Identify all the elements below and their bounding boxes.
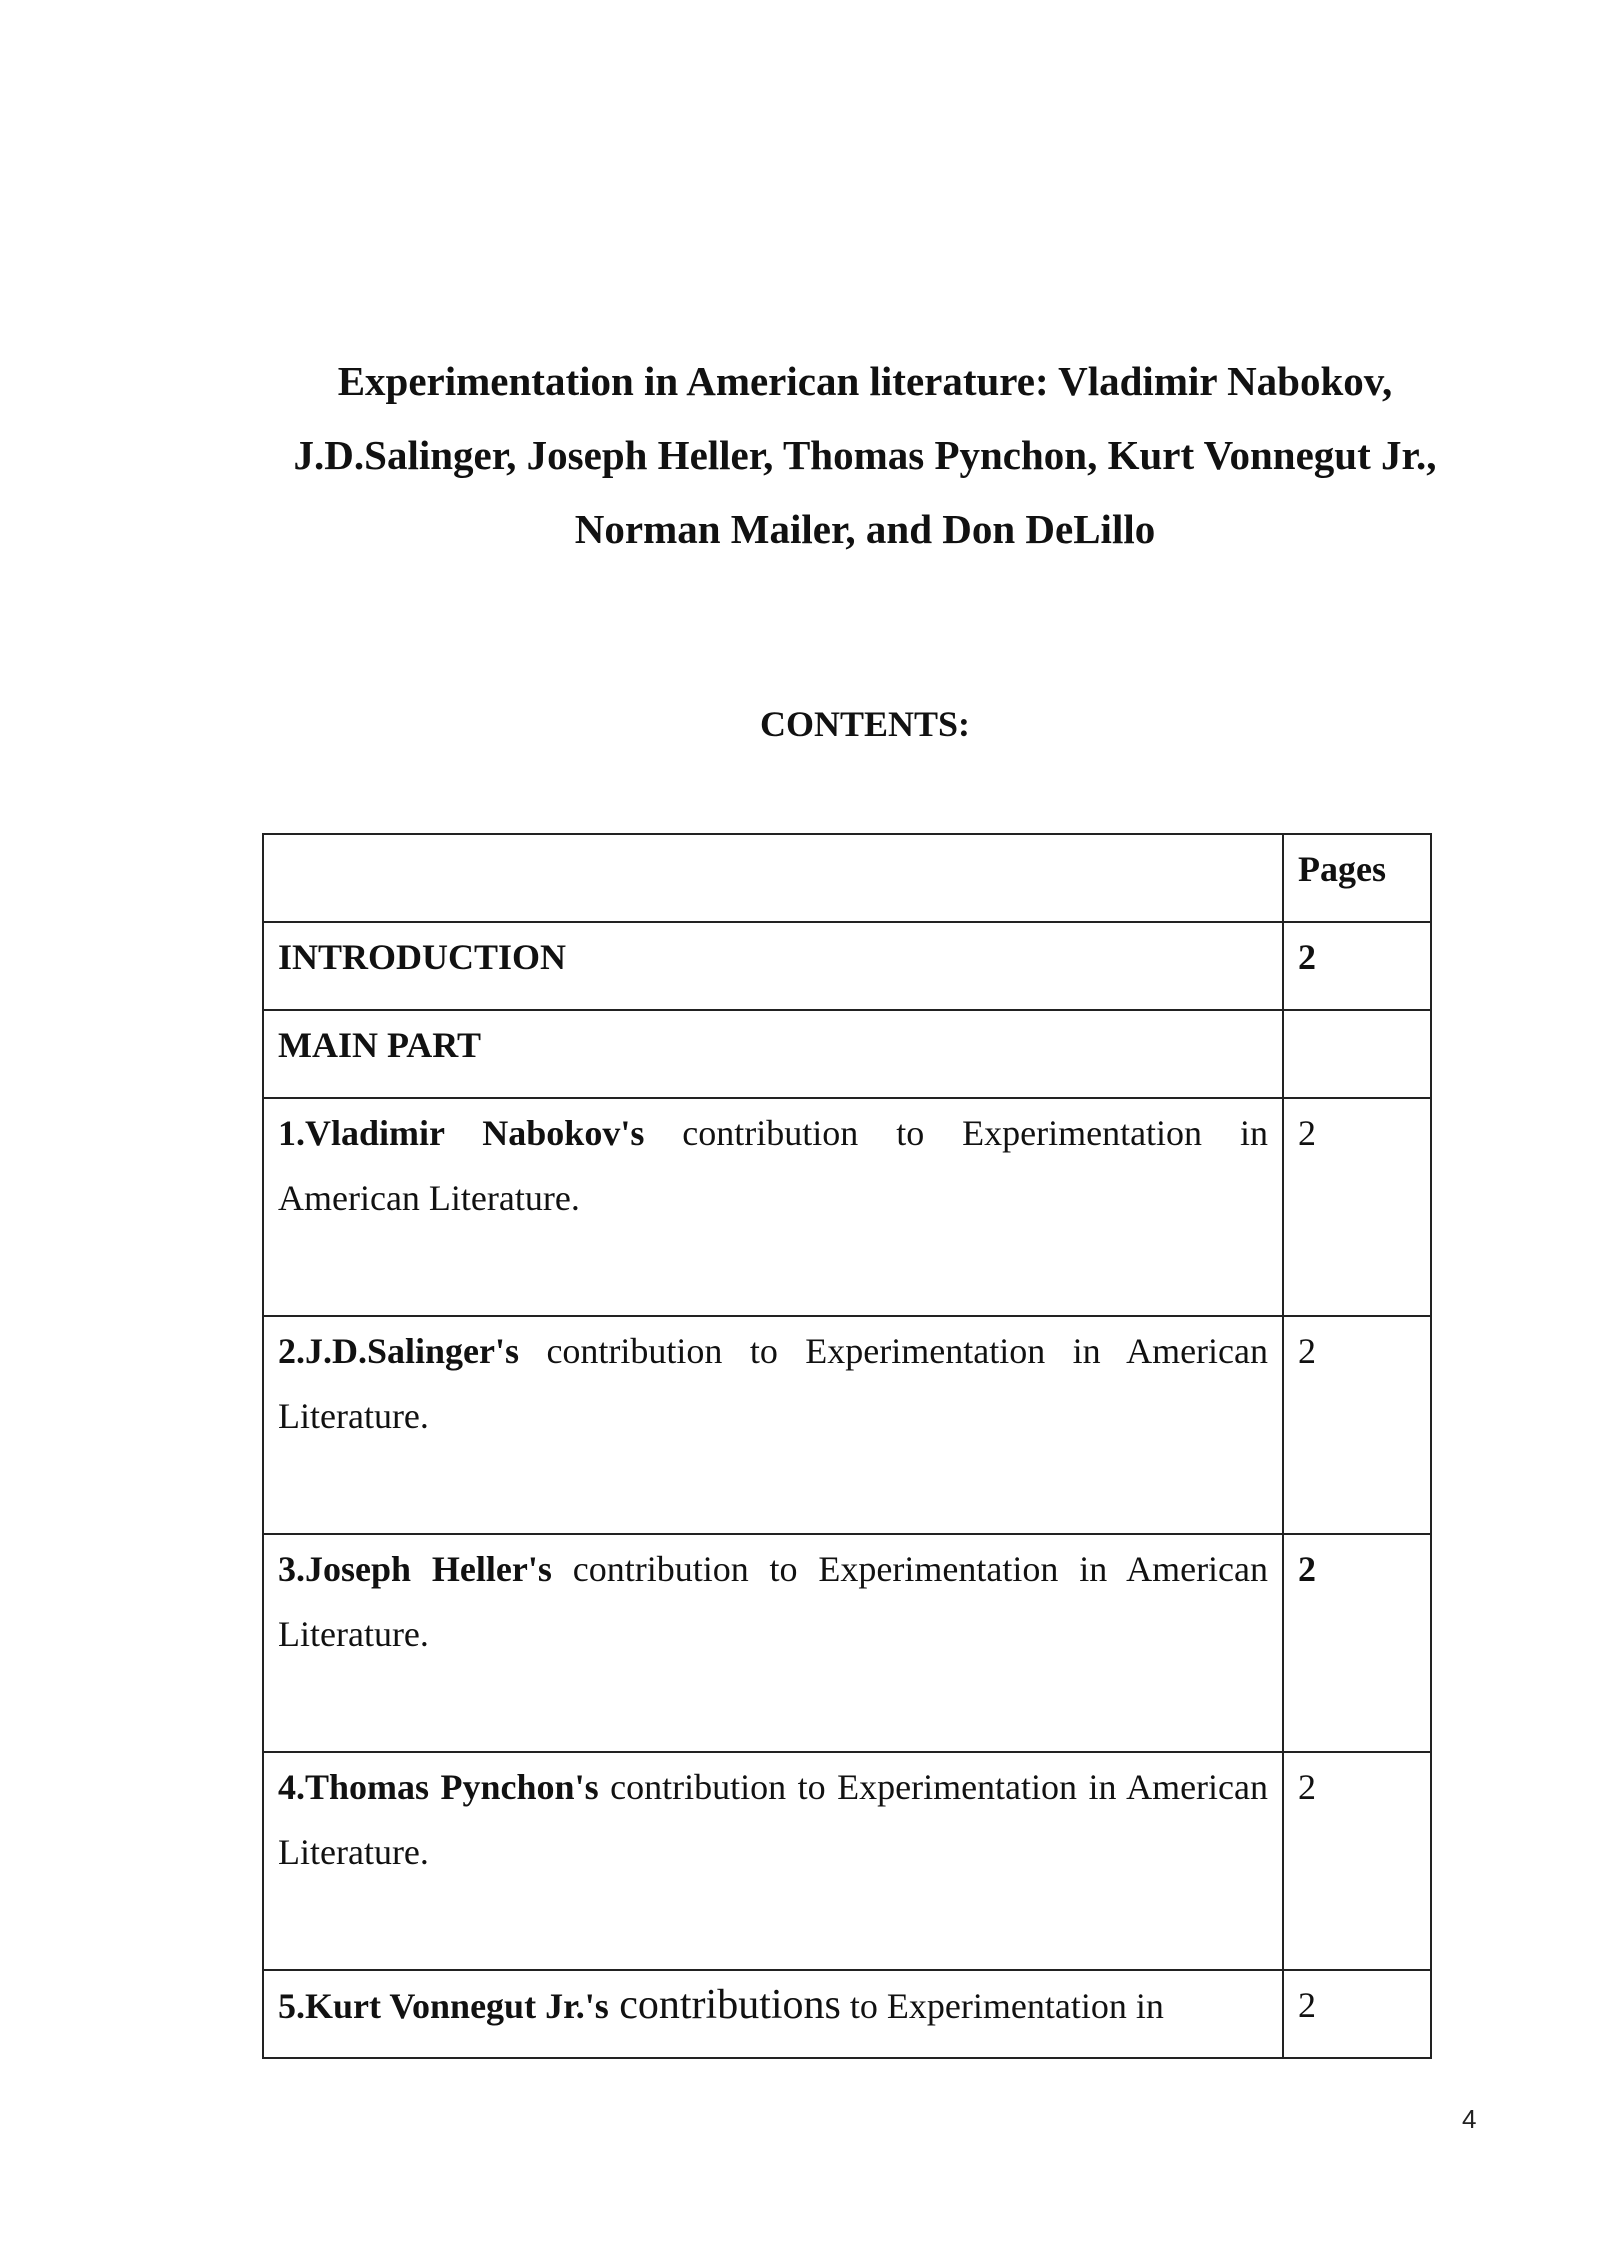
entry-page: 2 <box>1283 1316 1431 1534</box>
table-row <box>263 1534 1431 1752</box>
table-row-main-part <box>263 1010 1431 1098</box>
contents-heading: CONTENTS: <box>759 704 971 744</box>
pages-header-cell: Pages <box>1283 834 1431 922</box>
table-row <box>263 1098 1431 1316</box>
title-line-2: J.D.Salinger, Joseph Heller, Thomas Pynchon, Kurt Vonnegut Jr., <box>293 432 1437 478</box>
page-number: 4 <box>1462 2104 1477 2134</box>
table-row-introduction <box>263 922 1431 1010</box>
table-row <box>263 1752 1431 1970</box>
entry-text: contribution to Experimentation in American Literature. <box>278 1331 1268 1436</box>
title-line-3: Norman Mailer, and Don DeLillo <box>574 506 1156 552</box>
entry-text: contribution to Experimentation in American Literature. <box>278 1767 1269 1872</box>
entry-author: 3.Joseph Heller's <box>278 1549 552 1589</box>
entry-page: 2 <box>1283 1534 1431 1752</box>
entry-text: contribution to Experimentation in American Literature. <box>278 1113 1268 1218</box>
entry-text: to Experimentation in <box>840 1986 1164 2026</box>
entry-author: 1.Vladimir Nabokov's <box>278 1113 645 1153</box>
entry-text: contribution to Experimentation in American Literature. <box>278 1549 1269 1654</box>
entry-large-word: contributions <box>608 1982 841 2028</box>
entry-page: 2 <box>1283 1752 1431 1970</box>
table-of-contents <box>262 833 1432 2059</box>
toc-entry-vonnegut <box>263 1970 1283 2058</box>
introduction-page: 2 <box>1283 922 1431 1010</box>
toc-entry-pynchon <box>263 1752 1283 1970</box>
entry-author: 2.J.D.Salinger's <box>278 1331 520 1371</box>
toc-entry-heller <box>263 1534 1283 1752</box>
toc-entry-salinger <box>263 1316 1283 1534</box>
table-row-header <box>263 834 1431 922</box>
entry-author: 5.Kurt Vonnegut Jr.'s <box>278 1986 609 2026</box>
entry-author: 4.Thomas Pynchon's <box>278 1767 599 1807</box>
toc-entry-nabokov <box>263 1098 1283 1316</box>
title-line-1: Experimentation in American literature: Vladimir Nabokov, <box>337 358 1393 404</box>
main-part-label: MAIN PART <box>263 1010 1283 1098</box>
table-row <box>263 1316 1431 1534</box>
header-label-cell <box>263 834 1283 922</box>
table-row <box>263 1970 1431 2058</box>
entry-page: 2 <box>1283 1970 1431 2058</box>
main-part-page <box>1283 1010 1431 1098</box>
entry-page: 2 <box>1283 1098 1431 1316</box>
introduction-label: INTRODUCTION <box>263 922 1283 1010</box>
document-title <box>220 344 1510 566</box>
toc-table <box>262 833 1432 2059</box>
